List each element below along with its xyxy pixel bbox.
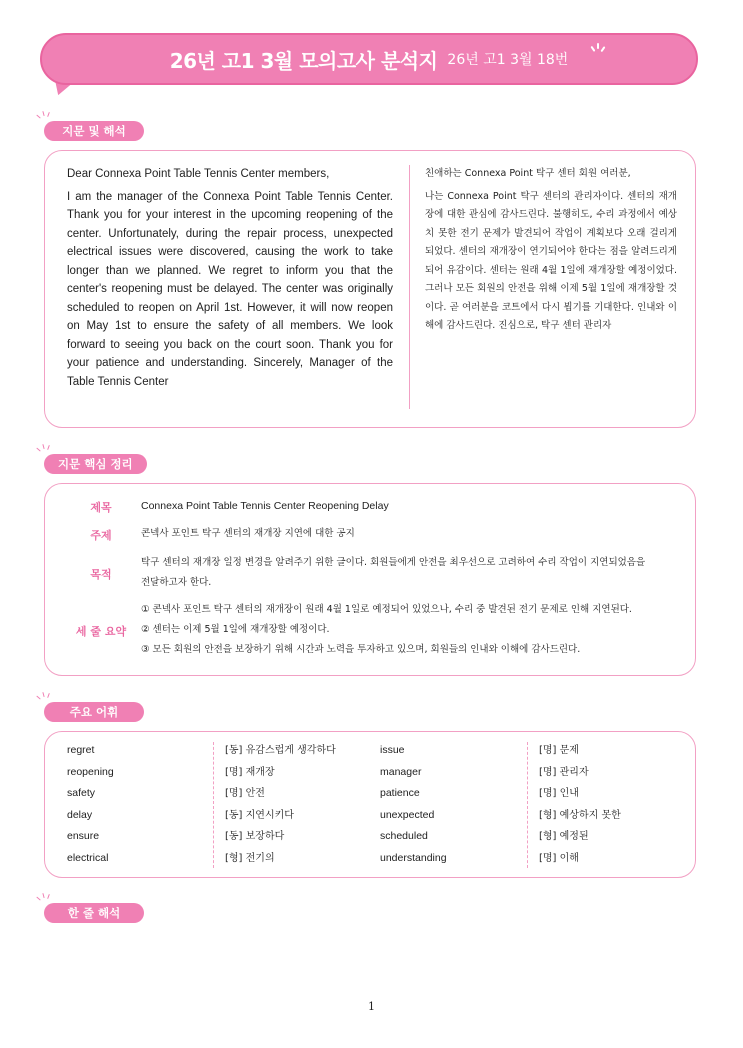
vocab-word: regret [67, 744, 95, 756]
summary-topic-value: 콘넥사 포인트 탁구 센터의 재개장 지연에 대한 공지 [141, 528, 355, 539]
vocab-word: manager [380, 765, 422, 778]
vocab-meaning: [명] 관리자 [539, 766, 589, 778]
header-banner [40, 33, 698, 85]
section-label-passage: 지문 및 해석 [44, 121, 144, 141]
summary-purpose-line: 탁구 센터의 재개장 일정 변경을 알려주기 위한 글이다. 회원들에게 안전을 최우선으로 고려하여 수리 작업이 지연되었음을 [141, 557, 646, 568]
vocab-meaning: [동] 보장하다 [225, 831, 285, 842]
passage-english-greeting: Dear Connexa Point Table Tennis Center members, [67, 168, 330, 180]
section-label-line: 한 줄 해석 [44, 903, 144, 923]
summary-three-line: ② 센터는 이제 5월 1일에 재개장할 예정이다. [141, 624, 330, 635]
vocab-meanings-col-1 [225, 740, 375, 869]
page-number: 1 [368, 1000, 375, 1013]
vocab-meanings-col-2 [539, 740, 689, 869]
vocab-words-col-2 [380, 740, 520, 869]
vocab-meaning: [형] 예상하지 못한 [539, 809, 621, 821]
vocab-word: issue [380, 744, 405, 756]
sparkle-icon [592, 43, 604, 53]
vocab-box [44, 731, 696, 878]
vocab-meaning: [명] 재개장 [225, 766, 275, 778]
vocab-word: delay [67, 808, 93, 821]
passage-korean-body: 나는 Connexa Point 탁구 센터의 관리자이다. 센터의 재개장에 대한 관심에 감사드린다. 불행히도, 수리 과정에서 예상치 못한 전기 문제가 발견되어 작업이 계획보다 오래 걸리게 되었다. 센터의 재개장이 연기되어야 한다는 점을 알려드리게 되어 유감이다. 센터는 원래 4월 1일에 재개장할 예정이었다. 그러나 모든 회원의 안전을 위해 이제 5월 1일에 재개장할 것이다. 곧 여러분을 코트에서 다시 뵙기를 기대한다. 인내와 이해에 감사드린다. 진심으로, 탁구 센터 관리자 [425, 190, 677, 331]
vocab-word: unexpected [380, 808, 435, 821]
vocab-word: patience [380, 787, 420, 799]
vocab-word: electrical [67, 851, 109, 864]
vocab-meaning: [명] 인내 [539, 788, 579, 799]
page-subtitle: 26년 고1 3월 18번 [447, 52, 569, 68]
summary-three-line: ③ 모든 회원의 안전을 보장하기 위해 시간과 노력을 투자하고 있으며, 회원들의 인내와 이해에 감사드린다. [141, 644, 581, 655]
page-title: 26년 고1 3월 모의고사 분석지 [169, 48, 438, 73]
column-divider [409, 165, 410, 409]
vocab-meaning: [명] 문제 [539, 745, 579, 756]
vocab-meaning: [명] 안전 [225, 788, 265, 799]
section-label-summary: 지문 핵심 정리 [44, 454, 147, 474]
vocab-word: understanding [380, 851, 447, 864]
accent-mark-icon [38, 893, 52, 903]
vocab-meaning: [형] 전기의 [225, 852, 275, 864]
accent-mark-icon [38, 111, 52, 121]
vocab-word: scheduled [380, 830, 428, 842]
vocab-meaning: [명] 이해 [539, 852, 579, 864]
passage-korean [425, 165, 677, 340]
vocab-word: safety [67, 787, 96, 799]
accent-mark-icon [38, 444, 52, 454]
summary-three-value [141, 600, 681, 660]
summary-purpose-value [141, 553, 681, 593]
summary-three-line: ① 콘넥사 포인트 탁구 센터의 재개장이 원래 4월 1일로 예정되어 있었으나, 수리 중 발견된 전기 문제로 인해 지연된다. [141, 604, 632, 615]
vocab-meaning: [동] 지연시키다 [225, 809, 294, 821]
accent-mark-icon [38, 692, 52, 702]
vocab-separator [527, 742, 528, 868]
vocab-words-col-1 [67, 740, 207, 869]
summary-purpose-line: 전달하고자 한다. [141, 577, 212, 588]
summary-topic-label: 주제 [90, 529, 112, 542]
vocab-meaning: [동] 유감스럽게 생각하다 [225, 745, 336, 756]
summary-box [44, 483, 696, 676]
passage-korean-greeting: 친애하는 Connexa Point 탁구 센터 회원 여러분, [425, 168, 631, 179]
summary-three-label: 세 줄 요약 [75, 625, 127, 638]
passage-box [44, 150, 696, 428]
vocab-separator [213, 742, 214, 868]
section-label-vocab: 주요 어휘 [44, 702, 144, 722]
summary-purpose-label: 목적 [90, 568, 112, 581]
vocab-word: ensure [67, 830, 100, 842]
vocab-meaning: [형] 예정된 [539, 831, 589, 842]
summary-title-value: Connexa Point Table Tennis Center Reopening Delay [141, 500, 389, 512]
passage-english-body: I am the manager of the Connexa Point Table Tennis Center. Thank you for your interest in the upcoming reopening of the center. Unfortunately, during the repair process, unexpected electrical issues were discovered, causing the work to take longer than we planned. We regret to inform you that the center's reopening must be delayed. The center was originally scheduled to reopen on April 1st. However, it will now reopen on May 1st to ensure the safety of all members. We look forward to seeing you back on the court soon. Thank you for your patience and understanding. Sincerely, Manager of the Table Tennis Center [67, 190, 393, 388]
passage-english [67, 165, 393, 395]
summary-title-label: 제목 [90, 501, 112, 514]
vocab-word: reopening [67, 765, 114, 778]
